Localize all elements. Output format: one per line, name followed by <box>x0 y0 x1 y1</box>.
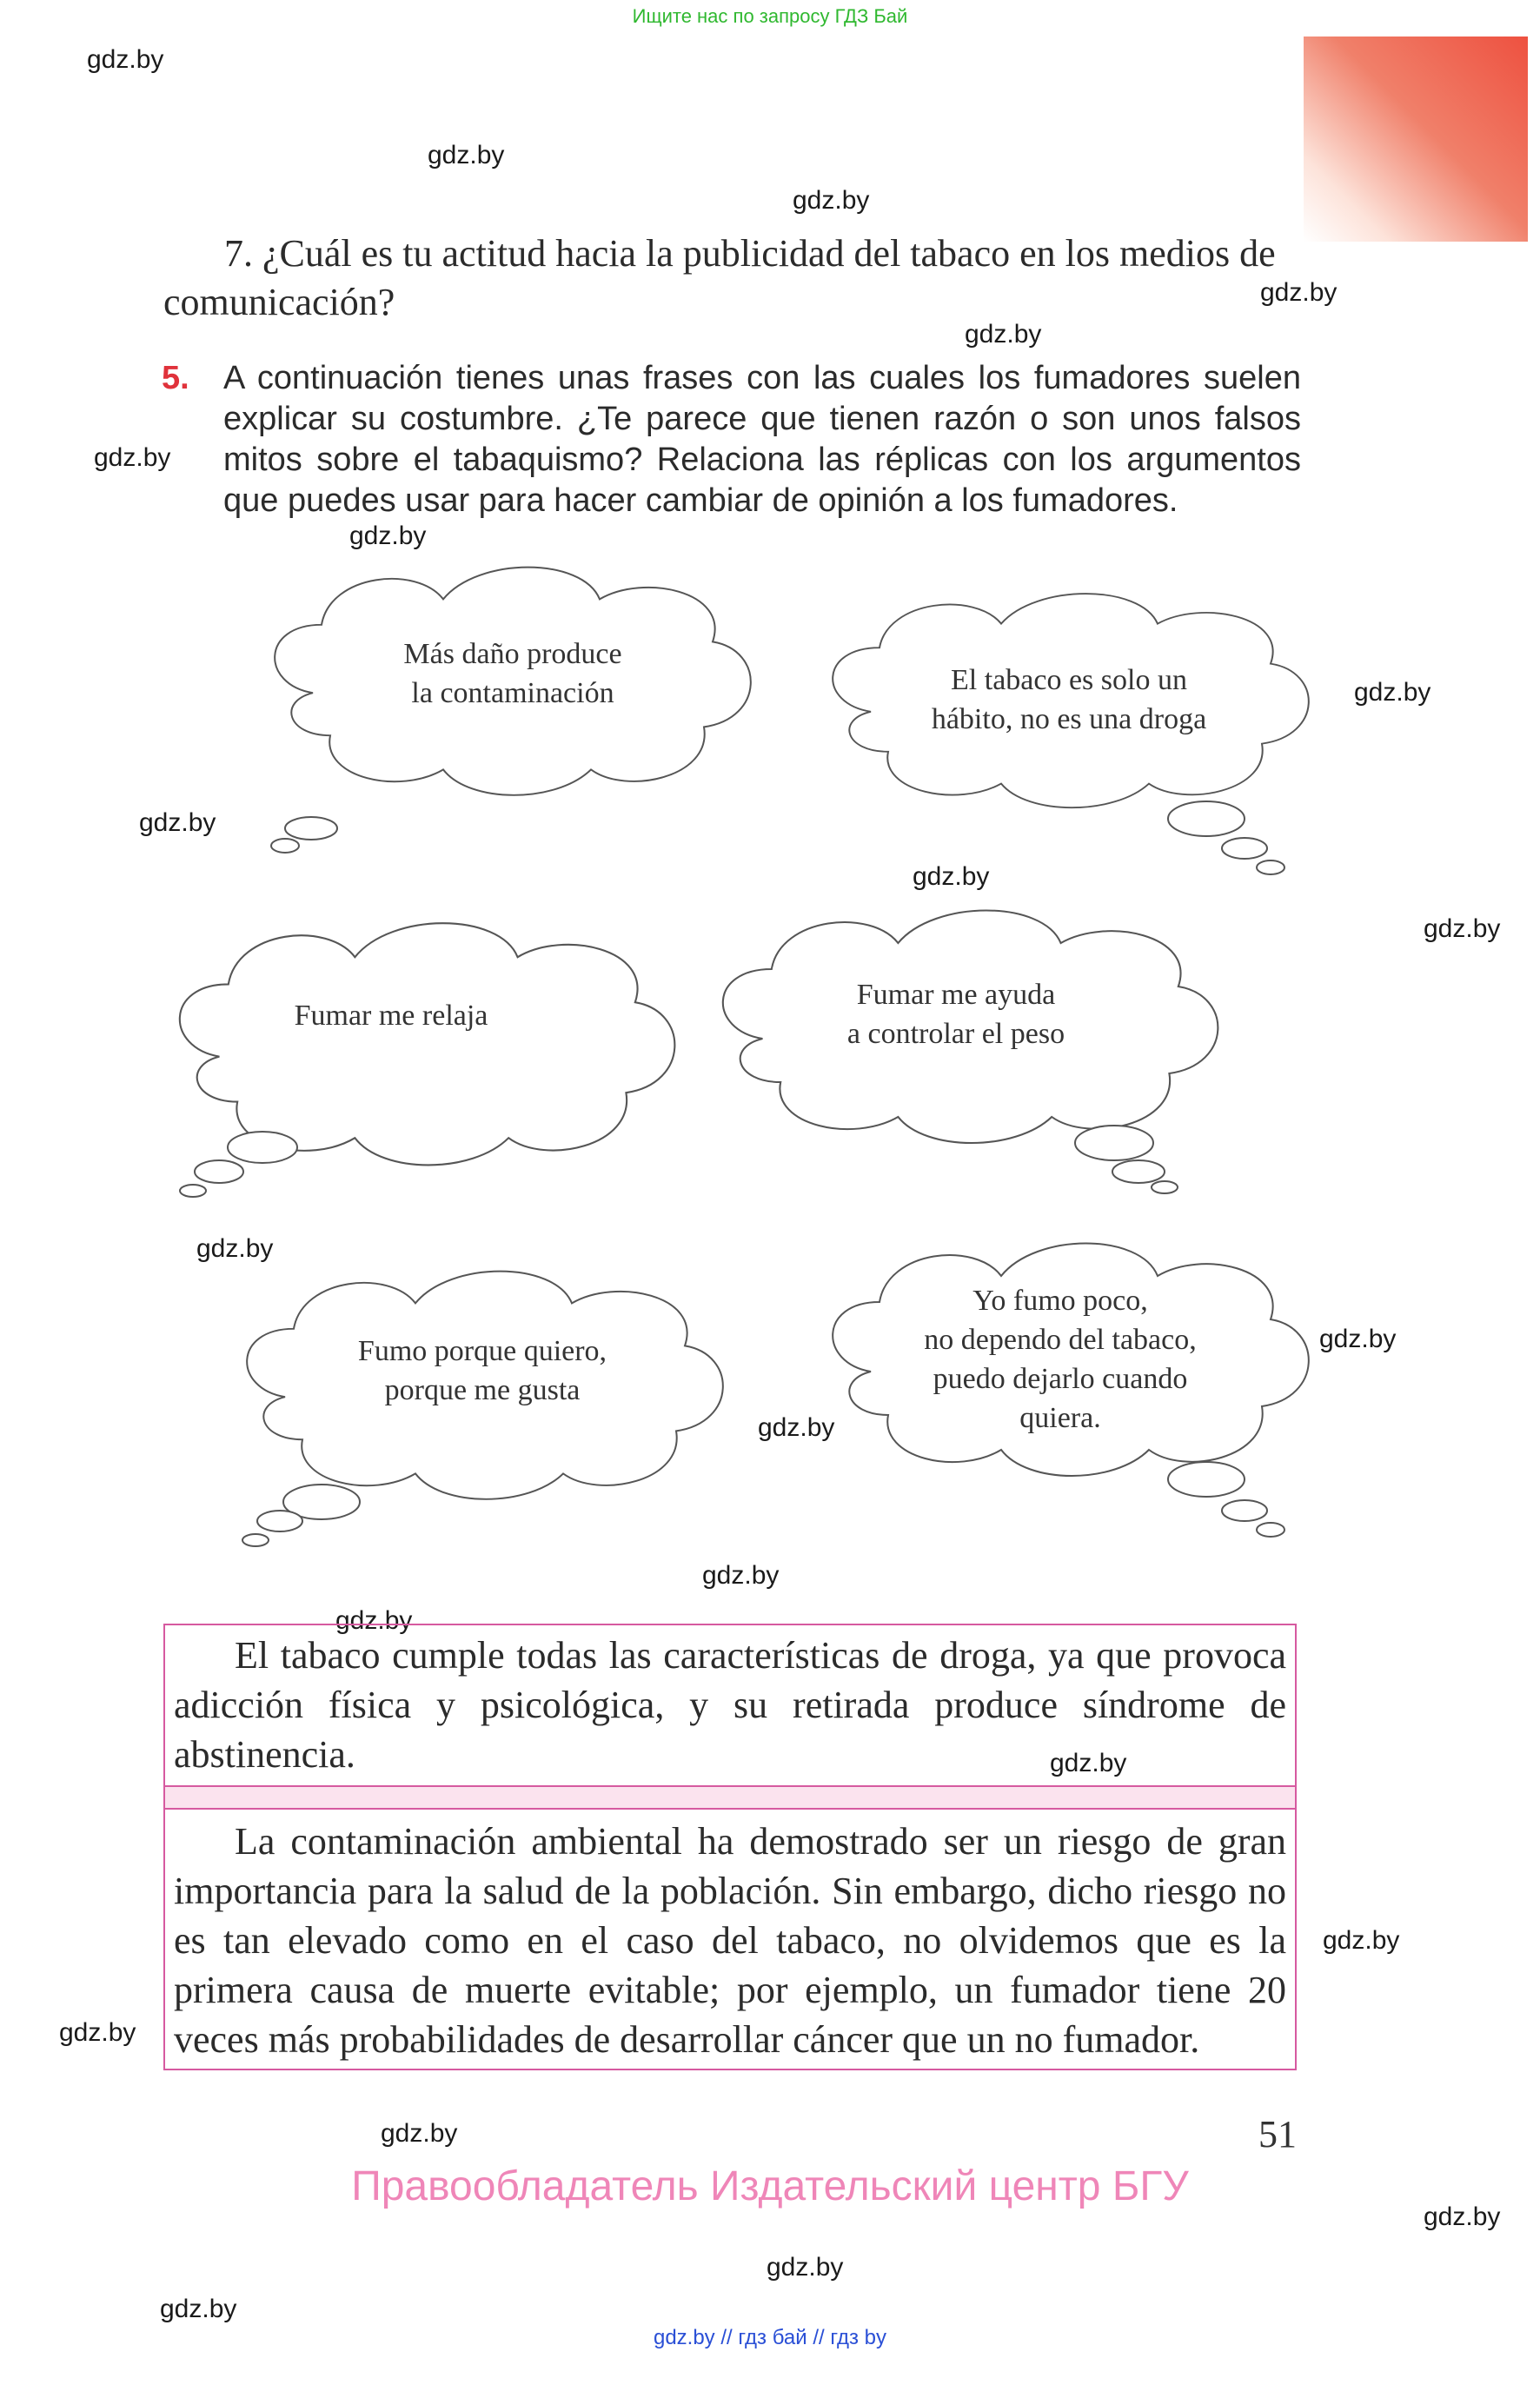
watermark: gdz.by <box>1050 1749 1127 1777</box>
copyright-line: Правообладатель Издательский центр БГУ <box>351 2163 1189 2209</box>
watermark: gdz.by <box>349 522 427 550</box>
bubble-line: hábito, no es una droga <box>931 703 1207 735</box>
bubble-1-text <box>365 634 660 713</box>
watermark: gdz.by <box>59 2018 136 2047</box>
watermark: gdz.by <box>94 443 171 472</box>
task-instructions: A continuación tienes unas frases con las cuales los fumadores suelen explicar su costumbre. ¿Te parece que tienen razón o son unos falsos mitos sobre el tabaquismo? Relaciona las réplicas con los argumentos que puedes usar para hacer cambiar de opinión a los fumadores. <box>223 360 1301 519</box>
bubble-line: quiera. <box>1019 1402 1101 1434</box>
argument-text: La contaminación ambiental ha demostrado ser un riesgo de gran importancia para la salud de la población. Sin embargo, dicho riesgo no es tan elevado como en el caso del tabaco, no olvidemos que es la primera causa de muerte evitable; por ejemplo, un fumador tiene 20 veces más probabilidades de desarrollar cáncer que un no fumador. <box>174 1820 1286 2061</box>
watermark: gdz.by <box>1323 1926 1400 1955</box>
task-number: 5. <box>162 360 189 396</box>
watermark: gdz.by <box>335 1606 413 1635</box>
watermark: gdz.by <box>1260 278 1338 307</box>
watermark: gdz.by <box>381 2119 458 2148</box>
watermark: gdz.by <box>1354 678 1431 707</box>
question-7: 7. ¿Cuál es tu actitud hacia la publicidad del tabaco en los medios de comunicación? <box>163 232 1276 323</box>
bubble-line: porque me gusta <box>384 1374 581 1406</box>
watermark: gdz.by <box>1424 914 1501 943</box>
watermark: gdz.by <box>913 862 990 891</box>
bubble-line: Fumar me ayuda <box>856 979 1056 1011</box>
argument-box-1 <box>163 1624 1297 1787</box>
watermark: gdz.by <box>196 1234 274 1263</box>
argument-text: El tabaco cumple todas las características de droga, ya que provoca adicción física y psicológica, y su retirada produce síndrome de abstinencia. <box>174 1634 1286 1776</box>
bubble-line: no dependo del tabaco, <box>924 1324 1197 1356</box>
watermark: gdz.by <box>87 45 164 74</box>
page-number: 51 <box>1258 2113 1297 2156</box>
watermark: gdz.by <box>793 186 870 215</box>
bubble-line: Más daño produce <box>403 638 622 670</box>
argument-box-2 <box>163 1808 1297 2070</box>
watermark: gdz.by <box>758 1413 835 1442</box>
watermark: gdz.by <box>139 808 216 837</box>
watermark: gdz.by <box>767 2253 844 2282</box>
bubble-line: la contaminación <box>411 677 614 709</box>
bubble-3-text <box>252 996 530 1035</box>
watermark: gdz.by <box>1424 2202 1501 2231</box>
watermark: gdz.by <box>428 141 505 169</box>
bubble-line: El tabaco es solo un <box>951 664 1187 696</box>
bubble-line: Fumar me relaja <box>294 1000 488 1032</box>
bubble-line: a controlar el peso <box>846 1018 1065 1050</box>
box-separator <box>163 1785 1297 1810</box>
watermark: gdz.by <box>160 2295 237 2323</box>
watermark: gdz.by <box>1319 1325 1397 1353</box>
thought-bubble-3 <box>180 923 675 1197</box>
watermark: gdz.by <box>702 1561 780 1590</box>
watermark: gdz.by <box>965 320 1042 349</box>
bubble-4-text <box>808 975 1104 1053</box>
top-banner[interactable]: Ищите нас по запросу ГДЗ Бай <box>632 5 908 27</box>
bubble-line: Fumo porque quiero, <box>357 1335 607 1367</box>
bubble-line: puedo dejarlo cuando <box>933 1363 1188 1395</box>
bottom-links[interactable]: gdz.by // гдз бай // гдз by <box>653 2326 887 2349</box>
bubble-line: Yo fumo poco, <box>972 1285 1148 1317</box>
bubble-2-text <box>904 661 1234 739</box>
bubble-5-text <box>330 1332 634 1410</box>
bubble-6-text <box>886 1281 1234 1438</box>
